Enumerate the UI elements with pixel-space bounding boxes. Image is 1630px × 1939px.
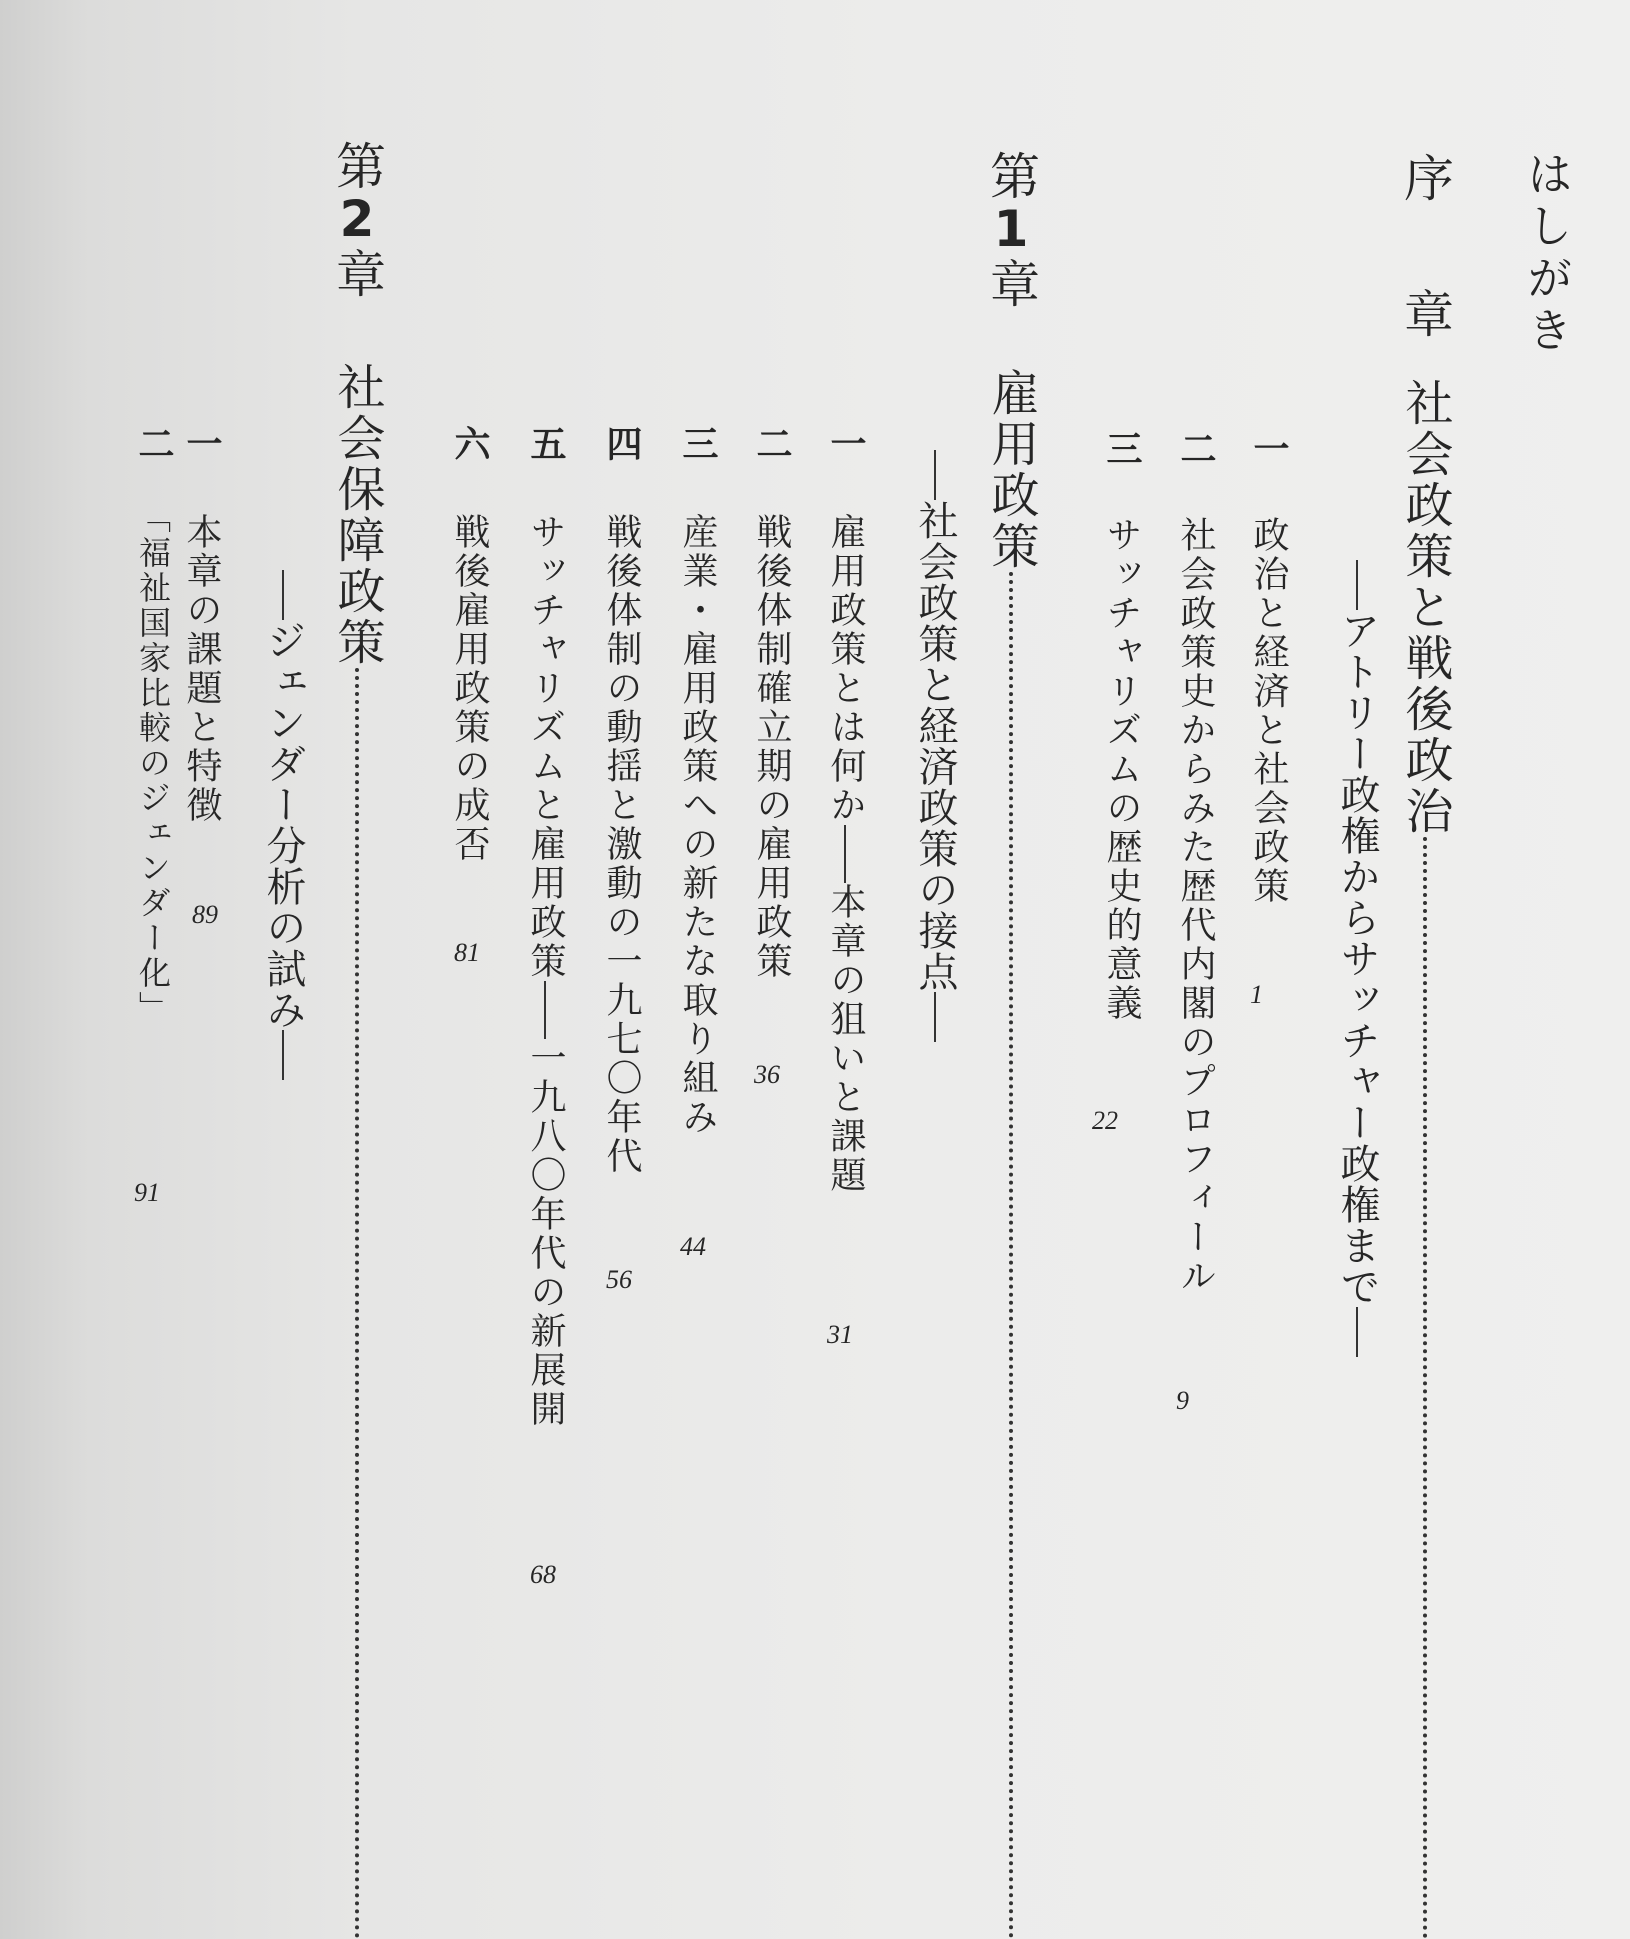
section-title: 戦後体制確立期の雇用政策	[751, 513, 792, 981]
chapter2-heading[interactable]	[328, 140, 386, 1939]
chapter1-label	[982, 150, 1040, 308]
toc-entry[interactable]	[822, 425, 868, 1195]
section-title: 社会政策史からみた歴代内閣のプロフィール	[1175, 516, 1216, 1296]
title-dash	[544, 981, 546, 1039]
chapter1-heading[interactable]	[982, 150, 1040, 1939]
chapter-number: 1	[982, 200, 1040, 258]
page-number: 36	[754, 1060, 780, 1089]
toc-entry[interactable]	[1172, 430, 1218, 1296]
chapter1-leader-dots	[1009, 572, 1013, 1939]
page-number: 81	[454, 938, 480, 967]
title-dash	[844, 825, 846, 883]
chapter1-subtitle-text: 社会政策と経済政策の接点	[912, 500, 958, 992]
chapter2-leader-dots	[355, 668, 359, 1939]
toc-entry[interactable]	[446, 425, 492, 864]
chapter2-subtitle-text: ジェンダー分析の試み	[260, 620, 306, 1030]
section-number: 二	[751, 425, 792, 461]
prologue-subtitle	[1332, 560, 1382, 1357]
subtitle-dash	[1356, 560, 1358, 610]
chapter-suffix: 章	[982, 258, 1040, 308]
chapter1-title: 雇用政策	[983, 368, 1039, 572]
toc-entry[interactable]	[1245, 430, 1291, 906]
section-title-sub: 本章の狙いと課題	[825, 883, 866, 1195]
section-title	[826, 513, 864, 825]
section-title: 戦後雇用政策の成否	[449, 513, 490, 864]
section-title: サッチャリズムの歴史的意義	[1101, 516, 1142, 1023]
chapter2-subtitle	[258, 570, 308, 1080]
section-title: 政治と経済と社会政策	[1248, 516, 1289, 906]
toc-entry[interactable]	[748, 425, 794, 981]
page-number: 56	[606, 1265, 632, 1294]
section-number: 二	[1175, 430, 1216, 466]
section-number: 一	[1248, 430, 1289, 466]
page-number: 89	[192, 900, 218, 929]
toc-entry[interactable]	[522, 425, 568, 1429]
subtitle-dash	[934, 450, 936, 500]
subtitle-dash	[1356, 1307, 1358, 1357]
page-number: 91	[134, 1178, 160, 1207]
section-number: 四	[601, 425, 642, 461]
chapter-number: 2	[328, 190, 386, 248]
prologue-heading[interactable]	[1396, 152, 1454, 1939]
subtitle-dash	[282, 1030, 284, 1080]
prologue-leader-dots	[1423, 837, 1427, 1939]
toc-entry[interactable]	[178, 425, 224, 825]
page-number: 9	[1176, 1386, 1189, 1415]
section-number: 二	[133, 425, 174, 461]
section-number: 三	[1101, 430, 1142, 466]
subtitle-dash	[282, 570, 284, 620]
page-number: 22	[1092, 1106, 1118, 1135]
chapter1-subtitle	[910, 450, 960, 1042]
page-number: 68	[530, 1560, 556, 1589]
section-title: 産業・雇用政策への新たな取り組み	[677, 513, 718, 1137]
section-number: 六	[449, 425, 490, 461]
subtitle-dash	[934, 992, 936, 1042]
section-title-sub: 一九八〇年代の新展開	[525, 1039, 566, 1429]
section-title: 本章の課題と特徴	[181, 513, 222, 825]
section-title: サッチャリズムと雇用政策	[525, 513, 566, 981]
prologue-subtitle-text: アトリー政権からサッチャー政権まで	[1334, 610, 1380, 1307]
section-number: 一	[825, 425, 866, 461]
prologue-title: 社会政策と戦後政治	[1397, 378, 1453, 837]
toc-entry[interactable]	[1098, 430, 1144, 1023]
chapter2-title: 社会保障政策	[329, 362, 385, 668]
section-title: 戦後体制の動揺と激動の一九七〇年代	[601, 513, 642, 1176]
toc-entry[interactable]	[674, 425, 720, 1137]
page-number: 44	[680, 1232, 706, 1261]
prologue-label: 序 章	[1396, 152, 1454, 356]
preface-heading[interactable]: はしがき	[1520, 150, 1574, 358]
section-number: 五	[525, 425, 566, 461]
section-number: 一	[181, 425, 222, 461]
chapter-suffix: 章	[328, 248, 386, 298]
toc-entry[interactable]	[598, 425, 644, 1176]
chapter2-label	[328, 140, 386, 298]
page-number: 1	[1250, 980, 1263, 1009]
section-title-main: 雇用政策とは何か	[825, 513, 866, 825]
toc-entry[interactable]	[130, 425, 176, 1026]
page-number: 31	[827, 1320, 853, 1349]
section-title: 「福祉国家比較のジェンダー化」	[134, 501, 172, 1026]
chapter-prefix: 第	[328, 140, 386, 190]
chapter-prefix: 第	[982, 150, 1040, 200]
section-number: 三	[677, 425, 718, 461]
